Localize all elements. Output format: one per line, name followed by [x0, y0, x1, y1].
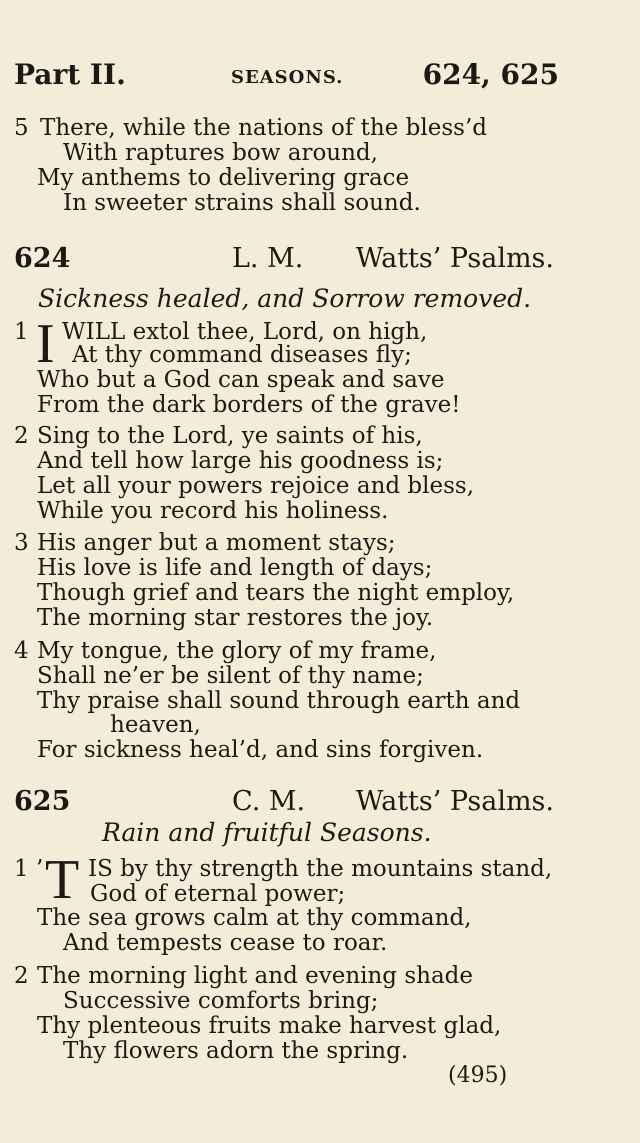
verse-line: My anthems to delivering grace: [37, 165, 410, 191]
hymn-source: Watts’ Psalms.: [355, 243, 554, 274]
verse-line: Though grief and tears the night employ,: [37, 580, 515, 606]
verse-line: My tongue, the glory of my frame,: [37, 638, 437, 664]
verse-line: And tempests cease to roar.: [63, 930, 388, 956]
verse-line: Shall ne’er be silent of thy name;: [37, 663, 424, 689]
verse-line: Thy flowers adorn the spring.: [63, 1038, 409, 1064]
hymn-heading: [14, 243, 554, 275]
hymn-number: 625: [14, 786, 71, 817]
verse-line: heaven,: [110, 712, 201, 738]
verse-number: 3: [14, 530, 29, 556]
verse-number: 1: [14, 319, 29, 345]
verse-line: While you record his holiness.: [37, 498, 389, 524]
verse-line: Who but a God can speak and save: [37, 367, 445, 393]
verse-line: Let all your powers rejoice and bless,: [37, 473, 475, 499]
hymn-source: Watts’ Psalms.: [355, 786, 554, 817]
verse-line: The sea grows calm at thy command,: [37, 905, 472, 931]
verse-line: From the dark borders of the grave!: [37, 392, 461, 418]
verse-line: His love is life and length of days;: [37, 555, 433, 581]
verse-line: There, while the nations of the bless’d: [40, 115, 487, 141]
verse-line: God of eternal power;: [90, 881, 346, 907]
verse-line: WILL extol thee, Lord, on high,: [62, 319, 428, 345]
verse-line: Sing to the Lord, ye saints of his,: [37, 423, 423, 449]
verse-line: Thy plenteous fruits make harvest glad,: [37, 1013, 502, 1039]
verse-number: 1: [14, 856, 29, 882]
verse-line: At thy command diseases fly;: [72, 342, 412, 368]
apostrophe: ’: [36, 856, 44, 882]
hymn-title: Sickness healed, and Sorrow removed.: [38, 284, 532, 313]
hymn-number: 624: [14, 243, 71, 274]
verse-line: In sweeter strains shall sound.: [63, 190, 421, 216]
verse-line: IS by thy strength the mountains stand,: [88, 856, 553, 882]
header-section: SEASONS.: [231, 67, 344, 88]
drop-cap: I: [36, 313, 55, 375]
running-header: [14, 58, 559, 98]
hymn-title: Rain and fruitful Seasons.: [102, 818, 432, 847]
page-number: (495): [448, 1063, 508, 1088]
verse-line: His anger but a moment stays;: [37, 530, 396, 556]
hymn-meter: C. M.: [232, 786, 306, 817]
verse-number: 2: [14, 963, 29, 989]
verse-number: 2: [14, 423, 29, 449]
verse-number: 4: [14, 638, 29, 664]
verse-line: The morning light and evening shade: [37, 963, 474, 989]
verse-line: And tell how large his goodness is;: [37, 448, 444, 474]
hymn-heading: [14, 786, 554, 818]
verse-number: 5: [14, 115, 29, 141]
header-part: Part II.: [14, 58, 126, 91]
verse-line: For sickness heal’d, and sins forgiven.: [37, 737, 484, 763]
verse-line: With raptures bow around,: [63, 140, 378, 166]
verse-line: Thy praise shall sound through earth and: [37, 688, 521, 714]
verse-line: The morning star restores the joy.: [37, 605, 434, 631]
hymn-meter: L. M.: [232, 243, 304, 274]
drop-cap: T: [45, 849, 80, 911]
header-hymn-numbers: 624, 625: [422, 58, 559, 91]
verse-line: Successive comforts bring;: [63, 988, 379, 1014]
